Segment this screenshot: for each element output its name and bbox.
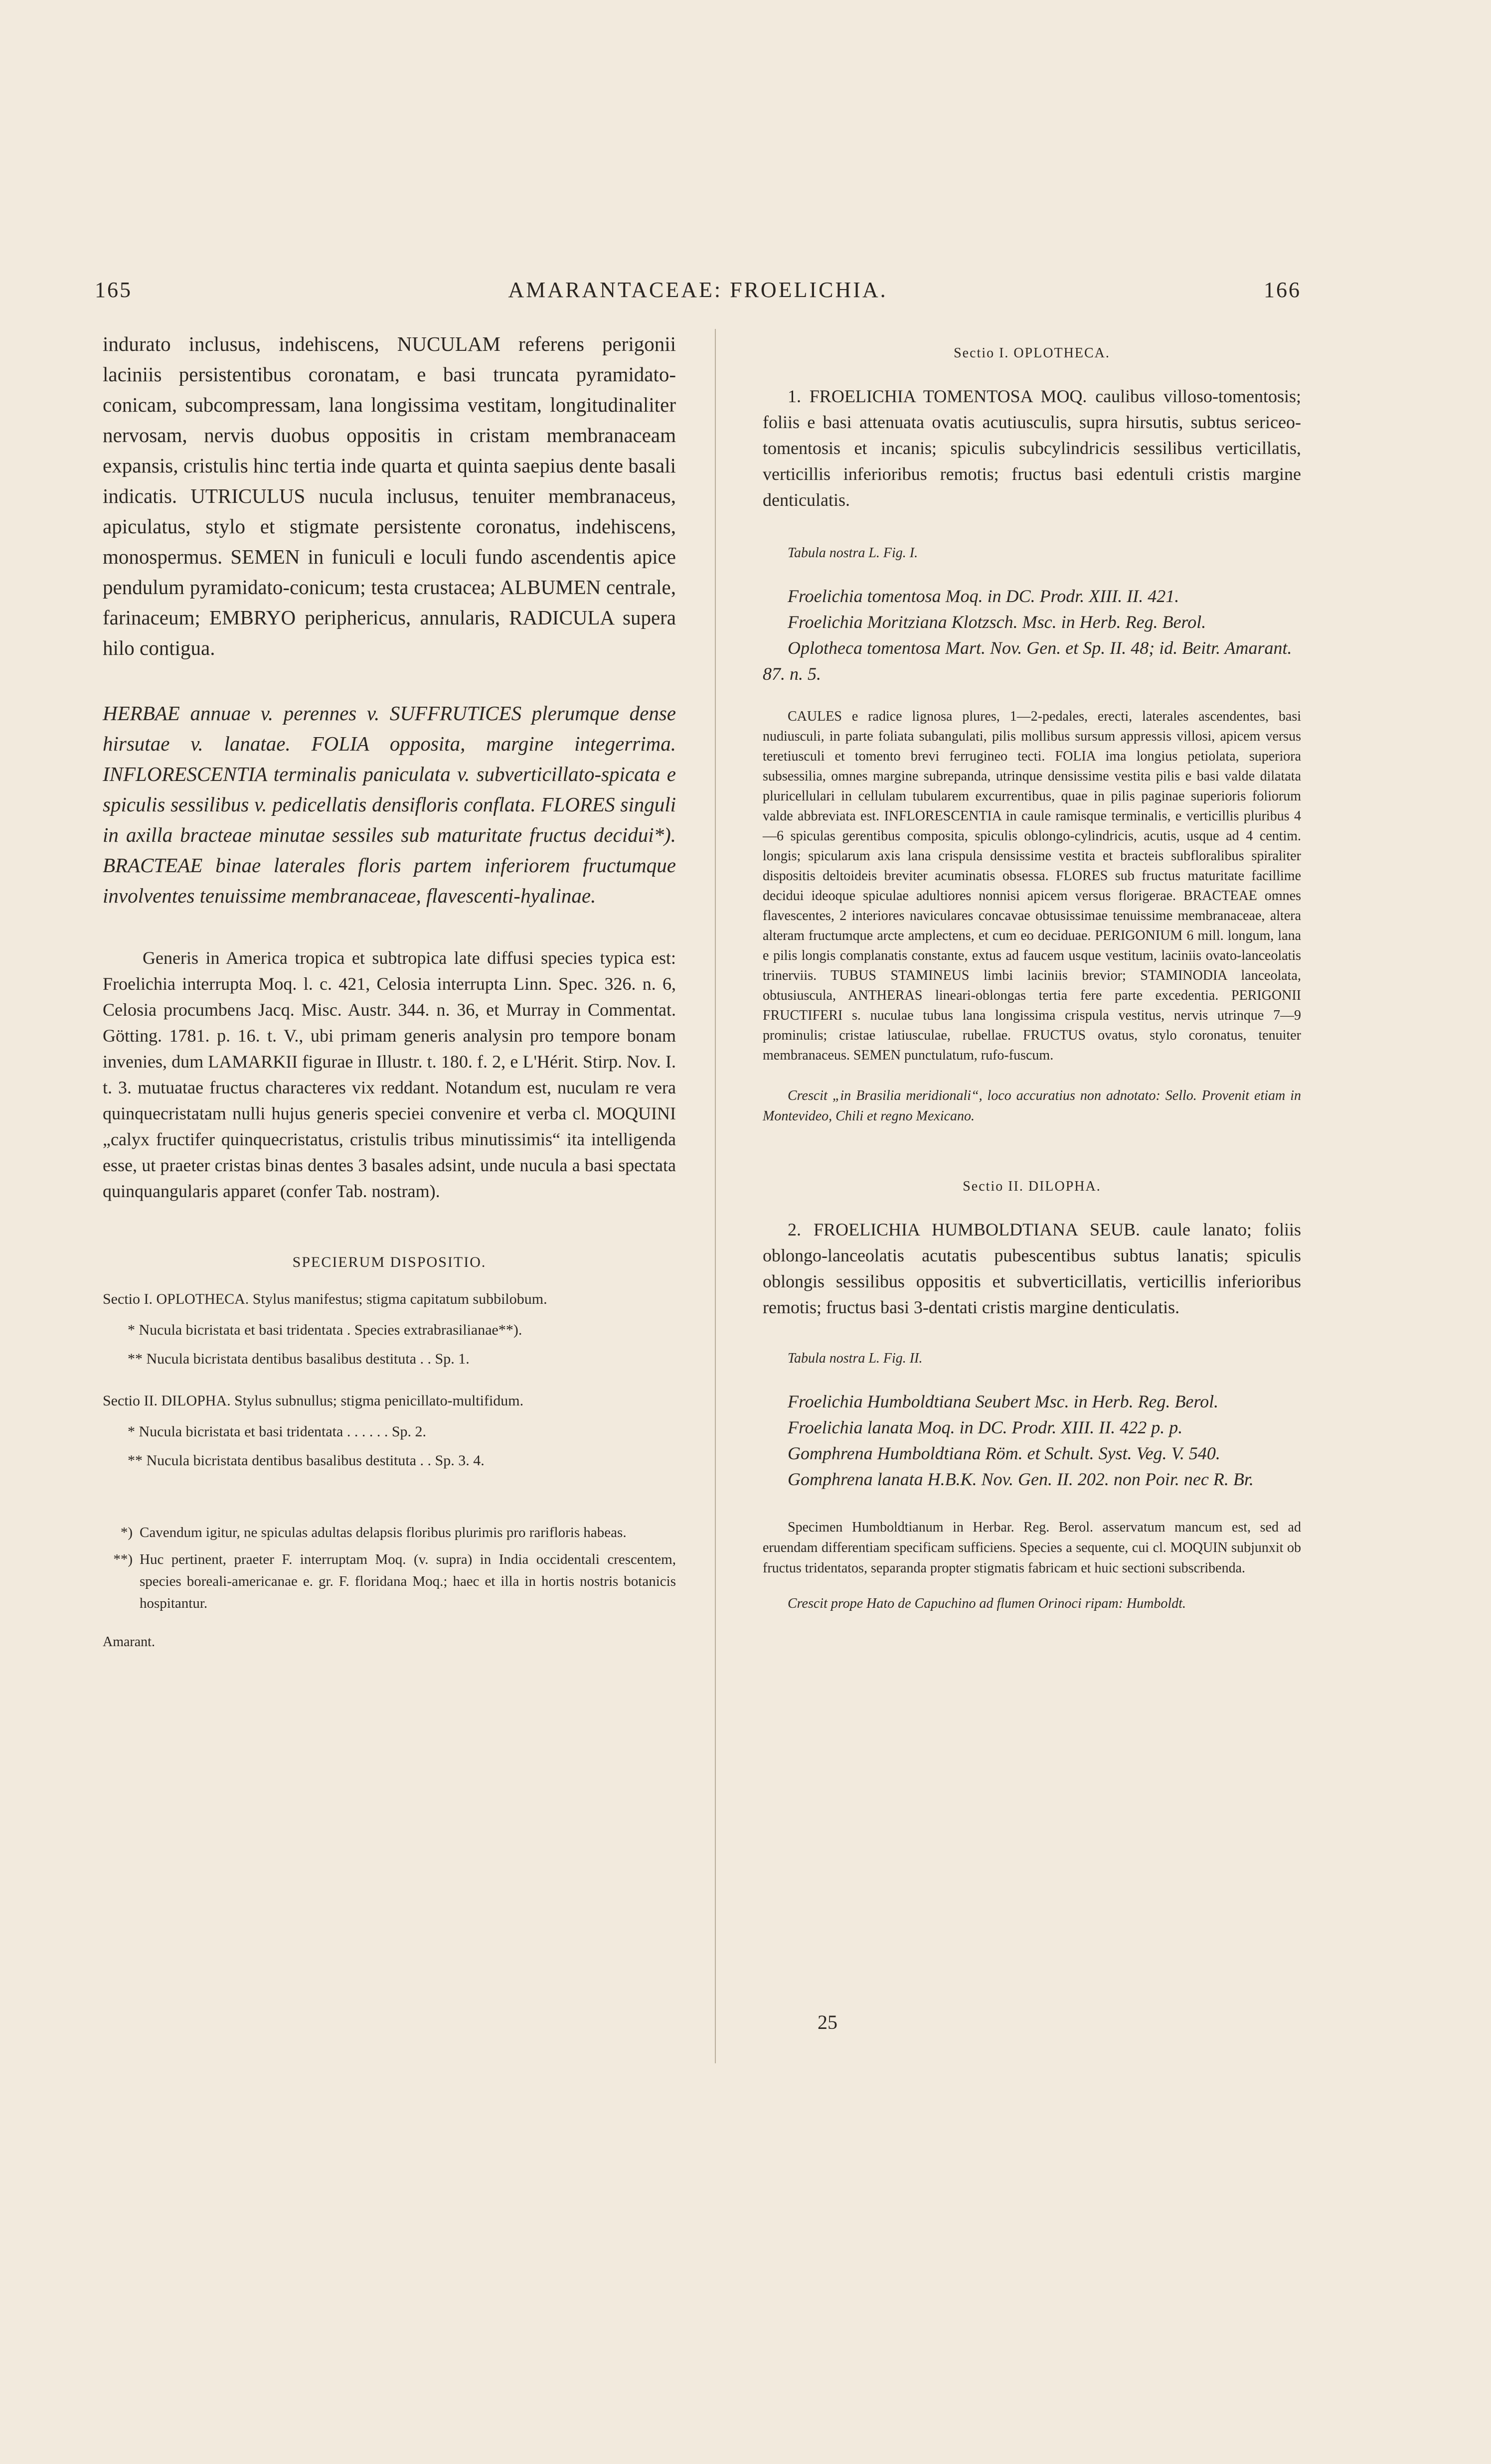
species-1-distribution: Crescit „in Brasilia meridionali“, loco accuratius non adnotato: Sello. Provenit etiam in Montevideo, Chili et regno Mexicano. [763, 1088, 1301, 1124]
species-1-diagnosis: 1. FROELICHIA TOMENTOSA MOQ. caulibus villoso-tomentosis; foliis e basi attenuata ovatis acutiusculis, supra hirsutis, subtus sericeo-tomentosis et incanis; spiculis subcylindricis sessilibus verticillatis, verticillis inferioribus remotis; fructus basi edentuli cristis margine denticulatis. [763, 386, 1301, 510]
species-2-synonymy: Froelichia Humboldtiana Seubert Msc. in Herb. Reg. Berol. Froelichia lanata Moq. in DC. Prodr. XIII. II. 422 p. p. Gomphrena Humboldtiana Röm. et Schult. Syst. Veg. V. 540. Gomphrena lanata H.B.K. Nov. Gen. II. 202. non Poir. nec R. Br. [788, 1391, 1254, 1489]
footnote-1: *) Cavendum igitur, ne spiculas adultas delapsis floribus plurimis pro rariflоris habeas. [120, 1525, 627, 1540]
genus-description-continued: indurato inclusus, indehiscens, NUCULAM referens perigonii laciniis persistentibus coronatam, e basi truncata pyramidato-conicam, subcompressam, lana longissima vestitam, longitudinaliter nervosam, nervis duobus oppositis in cristam membranaceam expansis, cristulis hinc tertia inde quarta et quinta saepius dente basali indicatis. UTRICULUS nucula inclusus, tenuiter membranaceus, apiculatus, stylo et stigmate persistente coronatus, indehiscens, monospermus. SEMEN in funiculi e loculi fundo ascendentis apice pendulum pyramidato-conicum; testa crustacea; ALBUMEN centrale, farinaceum; EMBRYO periphericus, annularis, RADICULA supera hilo contigua. [103, 332, 676, 659]
key-1a: * Nucula bicristata et basi tridentata . Species extrabrasilianae**). [128, 1322, 522, 1338]
genus-remarks: Generis in America tropica et subtropica late diffusi species typica est: Froelichia interrupta Moq. l. c. 421, Celosia interrupta Linn. Spec. 326. n. 6, Celosia procumbens Jacq. Misc. Austr. 344. n. 36, et Murray in Commentat. Götting. 1781. p. 16. t. V., ubi primam generis analysin pro tempore bonam invenies, dum LAMARKII figurae in Illustr. t. 180. f. 2, e L'Hérit. Stirp. Nov. I. t. 3. mutuatae fructus characteres vix reddant. Notandum est, nuculam re vera quinquecristatam nulli hujus generis speciei convenire et verba cl. MOQUINI „calyx fructifer quinquecristatus, cristulis tribus minutissimis“ ita intelligenda esse, ut praeter cristas binas dentes 3 basales adsint, unde nucula a basi spectata quinquangularis apparet (confer Tab. nostram). [103, 948, 676, 1201]
key-1b: ** Nucula bicristata dentibus basalibus destituta . . Sp. 1. [128, 1351, 470, 1367]
running-title: AMARANTACEAE: FROELICHIA. [508, 278, 888, 302]
left-column [103, 329, 676, 1664]
page-number-right: 166 [1264, 278, 1301, 302]
species-1-plate: Tabula nostra L. Fig. I. [788, 545, 918, 561]
species-2-plate: Tabula nostra L. Fig. II. [788, 1351, 923, 1366]
species-1-synonymy: Froelichia tomentosa Moq. in DC. Prodr. XIII. II. 421. Froelichia Moritziana Klotzsch. Msc. in Herb. Reg. Berol. Oplotheca tomentosa Mart. Nov. Gen. et Sp. II. 48; id. Beitr. Amarant. 87. n. 5. [763, 586, 1292, 684]
key-section-2: Sectio II. DILOPHA. Stylus subnullus; stigma penicillato-multifidum. [103, 1392, 524, 1409]
running-header [95, 277, 1301, 312]
section-1-heading: Sectio I. OPLOTHECA. [954, 345, 1110, 361]
column-divider [715, 329, 716, 2063]
section-2-heading: Sectio II. DILOPHA. [963, 1179, 1101, 1194]
species-2-diagnosis: 2. FROELICHIA HUMBOLDTIANA SEUB. caule lanato; foliis oblongo-lanceolatis acutatis pubescentibus subtus lanatis; spiculis oblongis sessilibus oppositis et subverticillatis, verticillis inferioribus remotis; fructus basi 3-dentati cristis margine denticulatis. [763, 1220, 1301, 1317]
key-2a: * Nucula bicristata et basi tridentata . . . . . . Sp. 2. [128, 1423, 427, 1440]
signature-mark: Amarant. [103, 1634, 155, 1650]
species-disposition-heading: SPECIERUM DISPOSITIO. [292, 1254, 487, 1270]
species-2-distribution: Crescit prope Hato de Capuchino ad flumen Orinoci ripam: Humboldt. [788, 1596, 1186, 1611]
footnote-2: **) Huc pertinent, praeter F. interruptam Moq. (v. supra) in India occidentali crescentem, species boreali-americanae e. gr. F. floridana Moq.; haec et illa in hortis nostris botanicis hospitantur. [113, 1551, 676, 1611]
species-2-description: Specimen Humboldtianum in Herbar. Reg. Berol. asservatum mancum est, sed ad eruendam differentiam specificam sufficiens. Species a sequente, cui cl. MOQUIN subjunxit ob fructus tridentatos, separanda propter stigmatis fabricam et huic sectioni subscribenda. [763, 1520, 1301, 1576]
key-section-1: Sectio I. OPLOTHECA. Stylus manifestus; stigma capitatum subbilobum. [103, 1291, 547, 1307]
page-number-left: 165 [95, 278, 132, 302]
right-column [763, 329, 1301, 1628]
genus-habit-paragraph: HERBAE annuae v. perennes v. SUFFRUTICES plerumque dense hirsutae v. lanatae. FOLIA opposita, margine integerrima. INFLORESCENTIA terminalis paniculata v. subverticillato-spicata e spiculis sessilibus v. pedicellatis densifloris conflata. FLORES singuli in axilla bracteae minutae sessiles sub maturitate fructus decidui*). BRACTEAE binae laterales floris partem inferiorem fructumque involventes tenuissime membranaceae, flavescenti-hyalinae. [103, 702, 676, 907]
sheet-number: 25 [818, 2011, 837, 2033]
key-2b: ** Nucula bicristata dentibus basalibus destituta . . Sp. 3. 4. [128, 1452, 485, 1469]
species-1-description: CAULES e radice lignosa plures, 1—2-pedales, erecti, laterales ascendentes, basi nudiusculi, in parte foliata subangulati, pilis mollibus sursum appressis villosi, apicem versus teretiusculi et tomento brevi ferrugineo tecti. FOLIA ima longius petiolata, superiora subsessilia, omnes margine subrepanda, utrinque densissime vestita pilis e basi valde dilatata pluricellulari in cellulam tubularem excurrentibus, quae in pilis paginae superioris foliorum valde abbreviata est. INFLORESCENTIA in caule ramisque terminalis, e verticillis pluribus 4—6 spiculas gerentibus composita, spiculis oblongo-cylindricis, acutis, usque ad 4 centim. longis; spicularum axis lana crispula densissime vestita et bracteis subfloralibus spiraliter dispositis deltoideis breviter acuminatis obsessa. FLORES sub fructus maturitate facillime decidui ideoque spiculae adultiores nonnisi apicem versus florigerae. BRACTEAE omnes flavescentes, 2 interiores naviculares concavae obtusissimae tenuissime membranaceae, altera alteram fructumque arcte amplectens, et cum eo deciduae. PERIGONIUM 6 mill. longum, lana e pilis longis complanatis constante, extus ad faucem usque vestitum, laciniis ovato-lanceolatis trinerviis. TUBUS STAMINEUS limbi laciniis brevior; STAMINODIA lanceolata, obtusiuscula, ANTHERAS lineari-oblongas tertia fere parte excedentia. PERIGONII FRUCTIFERI s. nuculae tubus lana longissima crispula vestitus, nervis utrinque 7—9 prominulis; cristae latiusculae, rubellae. FRUCTUS ovatus, stylo coronatus, tenuiter membranaceus. SEMEN punctulatum, rufo-fuscum. [763, 709, 1301, 1063]
